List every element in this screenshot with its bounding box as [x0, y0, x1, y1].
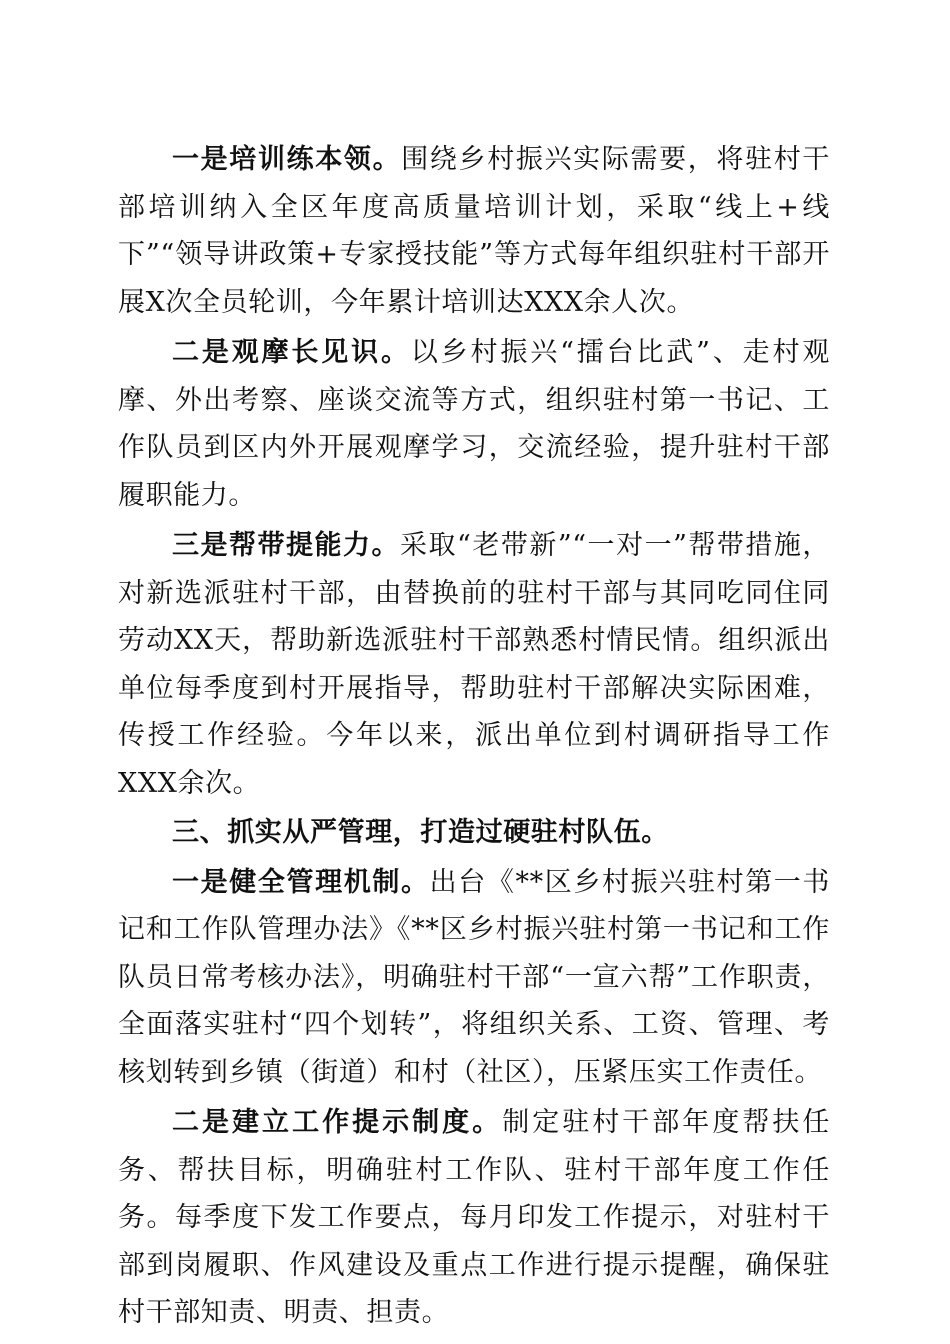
paragraph-text: 围绕乡村振兴实际需要，将驻村干部培训纳入全区年度高质量培训计划，采取“线上+线下”“领导讲政策+专家授技能”等方式每年组织驻村干部开展X次全员轮训，今年累计培训达XXX余人次。 — [118, 144, 830, 318]
paragraph-lead: 二是观摩长见识。 — [172, 337, 411, 368]
paragraph-text: 出台《**区乡村振兴驻村第一书记和工作队管理办法》《**区乡村振兴驻村第一书记和工作队员日常考核办法》，明确驻村干部“一宣六帮”工作职责，全面落实驻村“四个划转”，将组织关系、工资、管理、考核划转到乡镇（街道）和村（社区），压紧压实工作责任。 — [118, 866, 831, 1088]
paragraph-work-reminder — [118, 1099, 830, 1337]
document-body — [118, 136, 830, 1337]
paragraph-lead: 一是培训练本领。 — [172, 144, 402, 175]
paragraph-text: 采取“老带新”“一对一”帮带措施，对新选派驻村干部，由替换前的驻村干部与其同吃同住同劳动XX天，帮助新选派驻村干部熟悉村情民情。组织派出单位每季度到村开展指导，帮助驻村干部解决实际困难，传授工作经验。今年以来，派出单位到村调研指导工作XXX余次。 — [118, 530, 830, 799]
section-heading: 三、抓实从严管理，打造过硬驻村队伍。 — [172, 817, 669, 848]
paragraph-text: 制定驻村干部年度帮扶任务、帮扶目标，明确驻村工作队、驻村干部年度工作任务。每季度下发工作要点，每月印发工作提示，对驻村干部到岗履职、作风建设及重点工作进行提示提醒，确保驻村干部知责、明责、担责。 — [118, 1107, 830, 1328]
paragraph-lead: 二是建立工作提示制度。 — [172, 1107, 503, 1138]
paragraph-management-mechanism — [118, 859, 830, 1097]
paragraph-lead: 一是健全管理机制。 — [172, 866, 430, 898]
paragraph-training — [118, 136, 830, 326]
paragraph-text: 以乡村振兴“擂台比武”、走村观摩、外出考察、座谈交流等方式，组织驻村第一书记、工作队员到区内外开展观摩学习，交流经验，提升驻村干部履职能力。 — [118, 337, 830, 511]
paragraph-lead: 三是帮带提能力。 — [172, 530, 401, 561]
paragraph-mentoring — [118, 522, 830, 807]
paragraph-observation — [118, 329, 830, 519]
